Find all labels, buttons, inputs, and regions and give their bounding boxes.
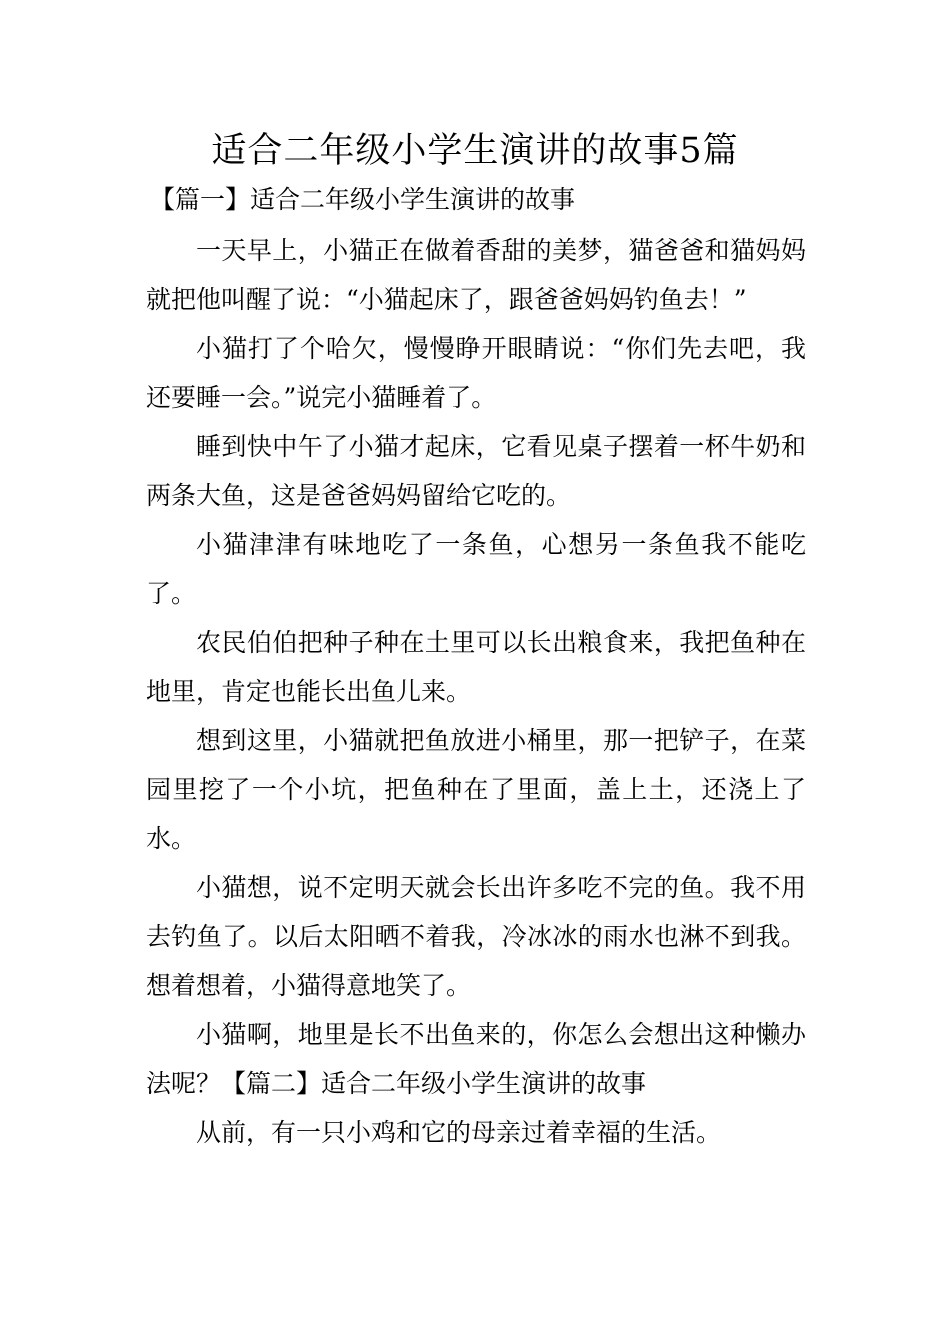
section-heading: 【篇一】适合二年级小学生演讲的故事	[150, 185, 576, 214]
paragraph: 小猫津津有味地吃了一条鱼，心想另一条鱼我不能吃了。	[146, 530, 806, 608]
paragraph: 睡到快中午了小猫才起床，它看见桌子摆着一杯牛奶和两条大鱼，这是爸爸妈妈留给它吃的。	[146, 432, 806, 510]
paragraph: 小猫打了个哈欠，慢慢睁开眼睛说：“你们先去吧，我还要睡一会。”说完小猫睡着了。	[146, 334, 806, 412]
paragraph: 一天早上，小猫正在做着香甜的美梦，猫爸爸和猫妈妈就把他叫醒了说：“小猫起床了，跟爸爸妈妈钓鱼去！”	[146, 236, 806, 314]
paragraph: 农民伯伯把种子种在土里可以长出粮食来，我把鱼种在地里，肯定也能长出鱼儿来。	[146, 628, 806, 706]
document-title: 适合二年级小学生演讲的故事5篇	[211, 131, 739, 171]
paragraph: 小猫想，说不定明天就会长出许多吃不完的鱼。我不用去钓鱼了。以后太阳晒不着我，冷冰冰的雨水也淋不到我。想着想着，小猫得意地笑了。	[146, 873, 806, 1000]
paragraph: 从前，有一只小鸡和它的母亲过着幸福的生活。	[196, 1118, 722, 1147]
paragraph: 想到这里，小猫就把鱼放进小桶里，那一把铲子，在菜园里挖了一个小坑，把鱼种在了里面，盖上土，还浇上了水。	[146, 726, 806, 853]
paragraph: 小猫啊，地里是长不出鱼来的，你怎么会想出这种懒办法呢？【篇二】适合二年级小学生演讲的故事	[146, 1020, 806, 1098]
story-body	[146, 226, 806, 1157]
